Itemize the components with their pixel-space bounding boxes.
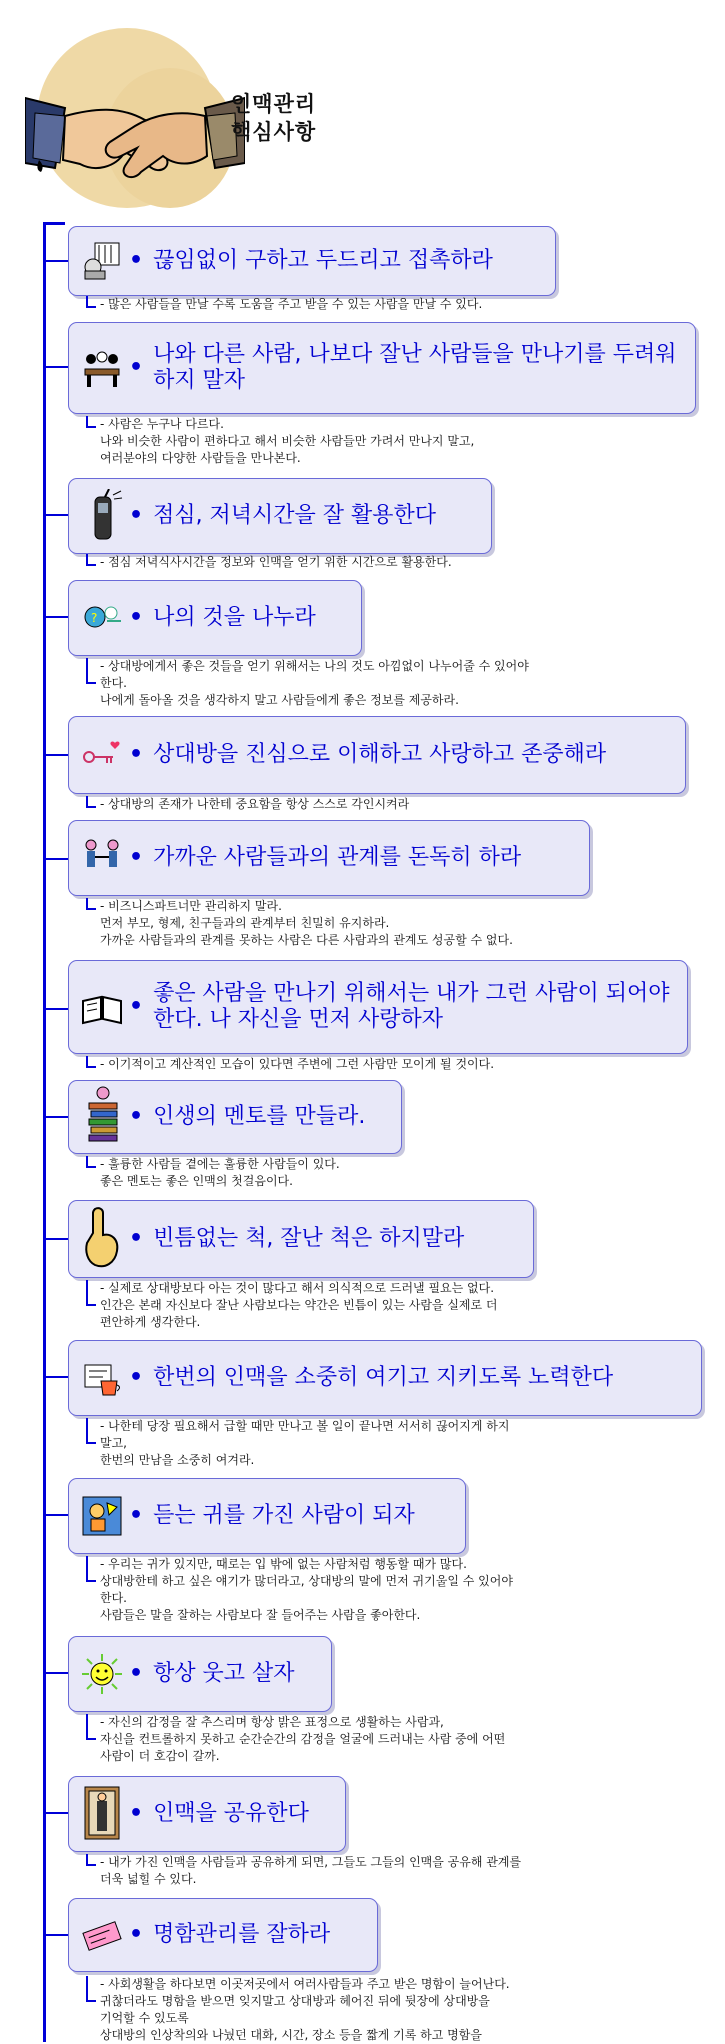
item-title-box: [68, 478, 492, 554]
item-description: [100, 1280, 680, 1331]
desc-line: 한다.: [100, 1591, 127, 1605]
timeline-line: [43, 222, 46, 2042]
connector: [46, 858, 68, 860]
item-title-box: [68, 322, 696, 414]
connector: [46, 1934, 68, 1936]
desc-line: 말고,: [100, 1436, 127, 1450]
business-card-icon: [81, 1915, 123, 1957]
item-title: 나와 다른 사람, 나보다 잘난 사람들을 만나기를 두려워하지 말자: [153, 342, 677, 393]
handshake-illustration-icon: [25, 68, 245, 188]
item-title-box: [68, 1200, 534, 1278]
desc-line: - 실제로 상대방보다 아는 것이 많다고 해서 의식적으로 드러낼 필요는 없다.: [100, 1281, 495, 1295]
connector: [46, 366, 68, 368]
desc-bracket: [86, 1854, 96, 1866]
header-title-line2: 핵심사항: [231, 120, 317, 144]
bullet: •: [129, 1104, 144, 1129]
phone-desk-icon: [81, 239, 123, 281]
item-title-box: [68, 226, 556, 296]
item-description: [100, 658, 680, 709]
connector: [46, 514, 68, 516]
bullet: •: [129, 1661, 144, 1686]
desc-line: - 훌륭한 사람들 곁에는 훌륭한 사람들이 있다.: [100, 1157, 340, 1171]
bullet: •: [129, 1226, 144, 1251]
connector: [46, 1514, 68, 1516]
desc-line: - 우리는 귀가 있지만, 때로는 입 밖에 없는 사람처럼 행동할 때가 많다.: [100, 1557, 467, 1571]
desc-line: 자신을 컨트롤하지 못하고 순간순간의 감정을 얼굴에 드러내는 사람 중에 어떤: [100, 1732, 506, 1746]
item-description: [100, 296, 680, 313]
listener-icon: [81, 1495, 123, 1537]
desc-line: 나에게 돌아올 것을 생각하지 말고 사람들에게 좋은 정보를 제공하라.: [100, 693, 459, 707]
item-title: 빈틈없는 척, 잘난 척은 하지말라: [153, 1226, 465, 1251]
desc-bracket: [86, 1556, 96, 1582]
item-title: 점심, 저녁시간을 잘 활용한다: [153, 503, 437, 528]
item-title-box: [68, 1080, 402, 1154]
smiley-sun-icon: [81, 1653, 123, 1695]
bullet: •: [129, 1503, 144, 1528]
item-description: [100, 1714, 680, 1765]
header-title: [231, 90, 316, 146]
desc-line: - 점심 저녁식사시간을 정보와 인맥을 얻기 위한 시간으로 활용한다.: [100, 555, 452, 569]
desc-line: - 비즈니스파트너만 관리하지 말라.: [100, 899, 282, 913]
timeline-top-cap: [43, 222, 65, 225]
meeting-people-icon: [81, 347, 123, 389]
item-title: 명함관리를 잘하라: [153, 1922, 331, 1947]
item-title-box: [68, 1636, 332, 1712]
bullet: •: [129, 845, 144, 870]
header: [25, 28, 345, 213]
svg-text:?: ?: [91, 611, 98, 625]
item-description: [100, 554, 680, 571]
desc-bracket: [86, 1976, 96, 2002]
desc-line: 상대방의 인상착의와 나눴던 대화, 시간, 장소 등을 짧게 기록 하고 명함을: [100, 2028, 482, 2042]
heart-key-icon: [81, 735, 123, 777]
desc-bracket: [86, 1156, 96, 1168]
connector: [46, 1008, 68, 1010]
connector: [46, 1812, 68, 1814]
desc-line: 먼저 부모, 형제, 친구들과의 관계부터 친밀히 유지하라.: [100, 916, 390, 930]
item-title: 인맥을 공유한다: [153, 1801, 309, 1826]
header-title-line1: 인맥관리: [231, 92, 317, 116]
item-description: [100, 898, 680, 949]
coffee-cup-icon: [81, 1357, 123, 1399]
item-title: 나의 것을 나누라: [153, 605, 316, 630]
item-description: [100, 1418, 680, 1469]
desc-line: 한다.: [100, 676, 127, 690]
desc-bracket: [86, 658, 96, 684]
desc-line: - 자신의 감정을 잘 추스리며 항상 밝은 표정으로 생활하는 사람과,: [100, 1715, 444, 1729]
handshake-icon: [81, 837, 123, 879]
item-title: 끊임없이 구하고 두드리고 접촉하라: [153, 248, 493, 273]
desc-bracket: [86, 416, 96, 428]
desc-line: - 상대방에게서 좋은 것들을 얻기 위해서는 나의 것도 아낌없이 나누어줄 수 있어야: [100, 659, 529, 673]
item-title-box: [68, 716, 686, 794]
desc-line: 가까운 사람들과의 관계를 못하는 사람은 다른 사람과의 관계도 성공할 수 없다.: [100, 933, 513, 947]
bullet: •: [129, 1801, 144, 1826]
bullet: •: [129, 355, 144, 380]
cellphone-icon: [81, 489, 123, 543]
desc-line: - 나한테 당장 필요해서 급할 때만 만나고 볼 일이 끝나면 서서히 끊어지게 하지: [100, 1419, 510, 1433]
item-description: [100, 416, 680, 467]
desc-bracket: [86, 1714, 96, 1740]
desc-line: 기억할 수 있도록: [100, 2011, 189, 2025]
bookshelf-icon: [81, 1783, 123, 1843]
item-title: 상대방을 진심으로 이해하고 사랑하고 존중해라: [153, 742, 607, 767]
item-title-box: [68, 1340, 702, 1416]
desc-line: - 내가 가진 인맥을 사람들과 공유하게 되면, 그들도 그들의 인맥을 공유해 관계를: [100, 1855, 522, 1869]
item-title-box: [68, 1898, 378, 1972]
book-stack-icon: [81, 1085, 123, 1147]
item-description: [100, 796, 680, 813]
connector: [46, 754, 68, 756]
bullet: •: [129, 1365, 144, 1390]
item-title: 가까운 사람들과의 관계를 돈독히 하라: [153, 845, 522, 870]
item-title-box: [68, 960, 688, 1054]
connector: [46, 1116, 68, 1118]
desc-line: 사람이 더 호감이 갈까.: [100, 1749, 220, 1763]
desc-bracket: [86, 1280, 96, 1306]
bullet: •: [129, 248, 144, 273]
desc-bracket: [86, 554, 96, 566]
item-title: 한번의 인맥을 소중히 여기고 지키도록 노력한다: [153, 1365, 614, 1390]
desc-line: - 사회생활을 하다보면 이곳저곳에서 여러사람들과 주고 받은 명함이 늘어난다.: [100, 1977, 510, 1991]
desc-bracket: [86, 796, 96, 808]
desc-line: 사람들은 말을 잘하는 사람보다 잘 들어주는 사람을 좋아한다.: [100, 1608, 421, 1622]
item-description: [100, 1976, 680, 2044]
item-title: 인생의 멘토를 만들라.: [153, 1104, 366, 1129]
desc-line: 나와 비슷한 사람이 편하다고 해서 비슷한 사람들만 가려서 만나지 말고,: [100, 434, 475, 448]
connector: [46, 1672, 68, 1674]
bullet: •: [129, 503, 144, 528]
desc-line: 편안하게 생각한다.: [100, 1315, 201, 1329]
pointing-hand-icon: [81, 1205, 123, 1271]
desc-line: 한번의 만남을 소중히 여겨라.: [100, 1453, 255, 1467]
desc-bracket: [86, 1056, 96, 1068]
desc-bracket: [86, 296, 96, 308]
desc-line: - 많은 사람들을 만날 수록 도움을 주고 받을 수 있는 사람을 만날 수 있다.: [100, 297, 483, 311]
desc-line: 여러분야의 다양한 사람들을 만나본다.: [100, 451, 301, 465]
connector: [46, 1238, 68, 1240]
bullet: •: [129, 605, 144, 630]
connector: [46, 1376, 68, 1378]
desc-line: - 사람은 누구나 다르다.: [100, 417, 224, 431]
connector: [46, 260, 68, 262]
open-book-icon: [81, 987, 123, 1029]
item-title: 듣는 귀를 가진 사람이 되자: [153, 1503, 415, 1528]
item-title: 좋은 사람을 만나기 위해서는 내가 그런 사람이 되어야 한다. 나 자신을 먼저 사랑하자: [153, 981, 670, 1032]
desc-line: 인간은 본래 자신보다 잘난 사람보다는 약간은 빈틈이 있는 사람을 실제로 더: [100, 1298, 498, 1312]
item-description: [100, 1556, 680, 1624]
desc-line: 좋은 멘토는 좋은 인맥의 첫걸음이다.: [100, 1174, 293, 1188]
desc-bracket: [86, 898, 96, 910]
item-title: 항상 웃고 살자: [153, 1661, 295, 1686]
bullet: •: [129, 1922, 144, 1947]
bullet: •: [129, 994, 144, 1019]
item-description: [100, 1156, 680, 1190]
desc-line: 상대방한테 하고 싶은 얘기가 많더라고, 상대방의 말에 먼저 귀기울일 수 있어야: [100, 1574, 513, 1588]
desc-line: - 이기적이고 계산적인 모습이 있다면 주변에 그런 사람만 모이게 될 것이다.: [100, 1057, 495, 1071]
item-description: [100, 1854, 680, 1888]
item-title-box: [68, 1478, 466, 1554]
desc-line: - 상대방의 존재가 나한테 중요함을 항상 스스로 각인시켜라: [100, 797, 410, 811]
item-title-box: [68, 1776, 346, 1852]
item-title-box: [68, 820, 590, 896]
desc-line: 더욱 넓힐 수 있다.: [100, 1872, 197, 1886]
desc-line: 귀찮더라도 명함을 받으면 잊지말고 상대방과 헤어진 뒤에 뒷장에 상대방을: [100, 1994, 490, 2008]
item-title-box: [68, 580, 362, 656]
bullet: •: [129, 742, 144, 767]
item-description: [100, 1056, 680, 1073]
idea-bulb-icon: [81, 597, 123, 639]
desc-bracket: [86, 1418, 96, 1444]
connector: [46, 616, 68, 618]
